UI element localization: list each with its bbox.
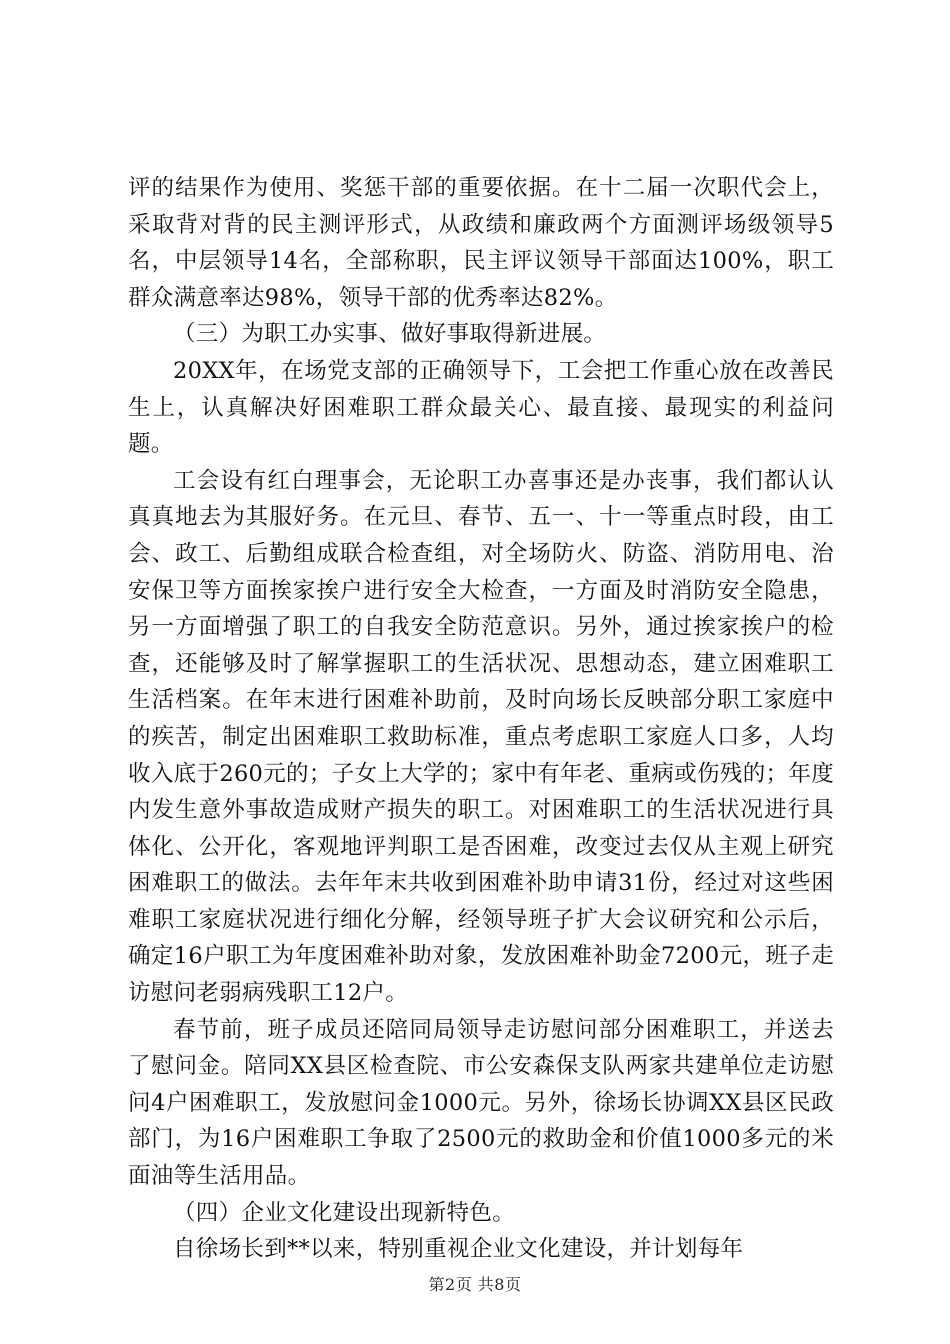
- section-heading-4: （四）企业文化建设出现新特色。: [173, 1199, 516, 1226]
- paragraph-culture: 自徐场长到**以来，特别重视企业文化建设，并计划每年: [173, 1236, 744, 1263]
- paragraph-overview: 20XX年，在场党支部的正确领导下，工会把工作重心放在改善民生上，认真解决好困难职工群众最关心、最直接、最现实的利益问题。: [128, 357, 834, 458]
- page-number: 第2页 共8页: [428, 1275, 522, 1294]
- paragraph-council: 工会设有红白理事会，无论职工办喜事还是办丧事，我们都认认真真地去为其服好务。在元旦、春节、五一、十一等重点时段，由工会、政工、后勤组成联合检查组，对全场防火、防盗、消防用电、治安保卫等方面挨家挨户进行安全大检查，一方面及时消防安全隐患，另一方面增强了职工的自我安全防范意识。另外，通过挨家挨户的检查，还能够及时了解掌握职工的生活状况、思想动态，建立困难职工生活档案。在年末进行困难补助前，及时向场长反映部分职工家庭中的疾苦，制定出困难职工救助标准，重点考虑职工家庭人口多，人均收入底于260元的；子女上大学的；家中有年老、重病或伤残的；年度内发生意外事故造成财产损失的职工。对困难职工的生活状况进行具体化、公开化，客观地评判职工是否困难，改变过去仅从主观上研究困难职工的做法。去年年末共收到困难补助申请31份，经过对这些困难职工家庭状况进行细化分解，经领导班子扩大会议研究和公示后，确定16户职工为年度困难补助对象，发放困难补助金7200元，班子走访慰问老弱病残职工12户。: [128, 467, 834, 1007]
- document-body: [128, 170, 834, 1268]
- paragraph-continuation: 评的结果作为使用、奖惩干部的重要依据。在十二届一次职代会上，采取背对背的民主测评形式，从政绩和廉政两个方面测评场级领导5名，中层领导14名，全部称职，民主评议领导干部面达100%，职工群众满意率达98%，领导干部的优秀率达82%。: [128, 175, 834, 311]
- section-heading-3: （三）为职工办实事、做好事取得新进展。: [173, 321, 607, 348]
- paragraph-spring-festival: 春节前，班子成员还陪同局领导走访慰问部分困难职工，并送去了慰问金。陪同XX县区检查院、市公安森保支队两家共建单位走访慰问4户困难职工，发放慰问金1000元。另外，徐场长协调XX县区民政部门，为16户困难职工争取了2500元的救助金和价值1000多元的米面油等生活用品。: [128, 1016, 834, 1190]
